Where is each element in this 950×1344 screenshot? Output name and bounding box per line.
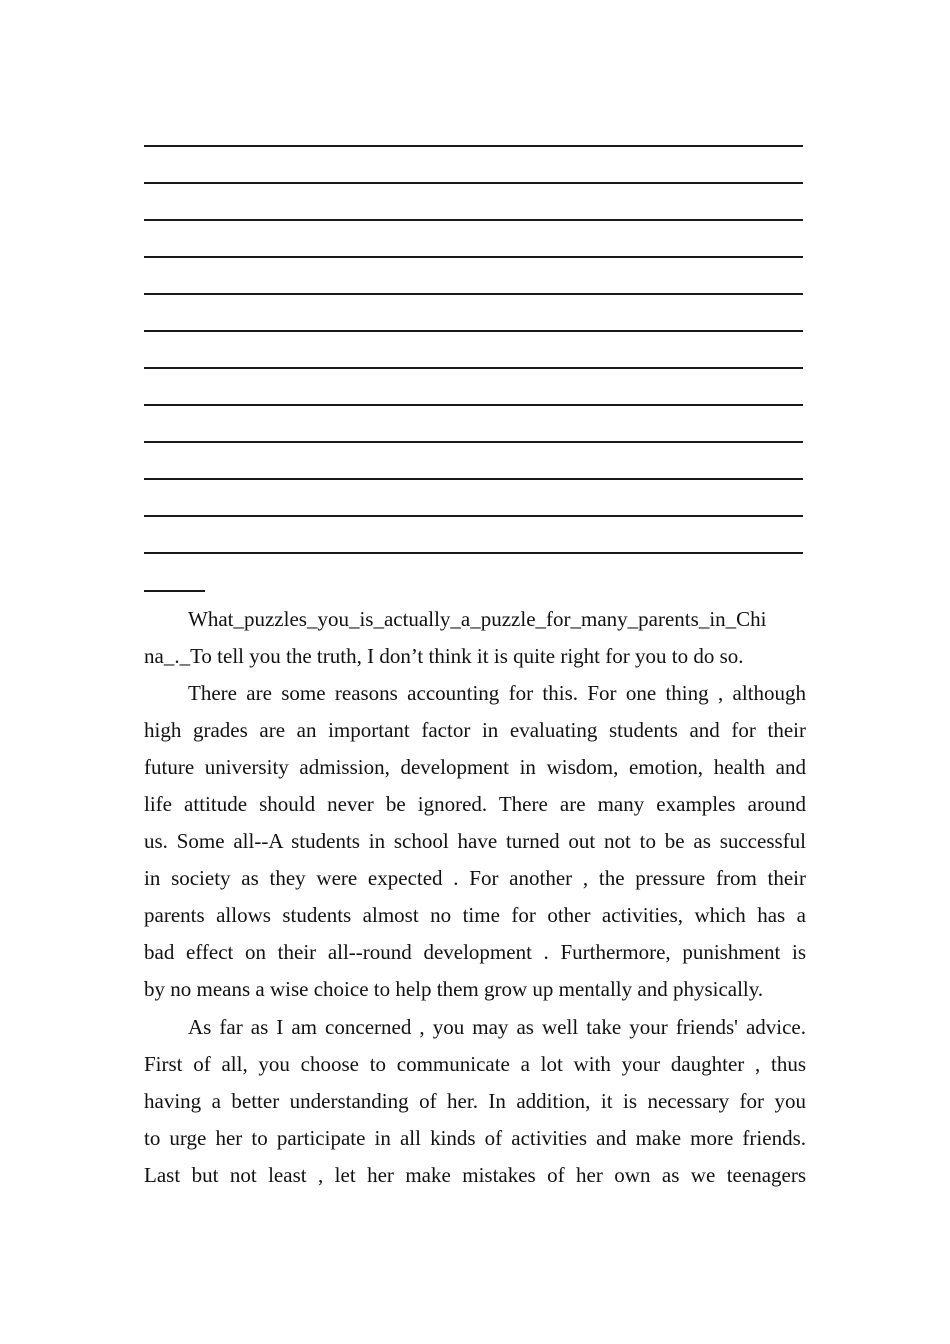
text-line: us. Some all--A students in school have turned out not to be as successful bbox=[144, 829, 806, 853]
text-line: future university admission, development in wisdom, emotion, health and bbox=[144, 755, 806, 779]
answer-line bbox=[144, 478, 803, 480]
answer-line bbox=[144, 293, 803, 295]
text-line: As far as I am concerned , you may as well take your friends' advice. bbox=[188, 1015, 806, 1039]
text-line: parents allows students almost no time for other activities, which has a bbox=[144, 903, 806, 927]
text-line: life attitude should never be ignored. There are many examples around bbox=[144, 792, 806, 816]
paragraph-reasons bbox=[144, 675, 806, 1008]
answer-line bbox=[144, 404, 803, 406]
text-line: na_._To tell you the truth, I don’t think it is quite right for you to do so. bbox=[144, 644, 744, 668]
text-line: There are some reasons accounting for this. For one thing , although bbox=[188, 681, 806, 705]
answer-line bbox=[144, 330, 803, 332]
text-line: bad effect on their all--round development . Furthermore, punishment is bbox=[144, 940, 806, 964]
text-line: to urge her to participate in all kinds of activities and make more friends. bbox=[144, 1126, 806, 1150]
paragraph-advice bbox=[144, 1009, 806, 1194]
text-line: having a better understanding of her. In addition, it is necessary for you bbox=[144, 1089, 806, 1113]
answer-line-short bbox=[144, 590, 205, 592]
text-line: Last but not least , let her make mistakes of her own as we teenagers bbox=[144, 1163, 806, 1187]
answer-line bbox=[144, 256, 803, 258]
text-line: First of all, you choose to communicate a lot with your daughter , thus bbox=[144, 1052, 806, 1076]
paragraph-opening bbox=[144, 601, 806, 675]
text-line: What_puzzles_you_is_actually_a_puzzle_for_many_parents_in_Chi bbox=[188, 607, 767, 631]
answer-line bbox=[144, 145, 803, 147]
answer-line bbox=[144, 441, 803, 443]
text-line: by no means a wise choice to help them grow up mentally and physically. bbox=[144, 977, 764, 1001]
answer-line bbox=[144, 552, 803, 554]
answer-line bbox=[144, 367, 803, 369]
answer-line bbox=[144, 515, 803, 517]
answer-line bbox=[144, 219, 803, 221]
answer-line bbox=[144, 182, 803, 184]
text-line: high grades are an important factor in evaluating students and for their bbox=[144, 718, 806, 742]
text-line: in society as they were expected . For another , the pressure from their bbox=[144, 866, 806, 890]
